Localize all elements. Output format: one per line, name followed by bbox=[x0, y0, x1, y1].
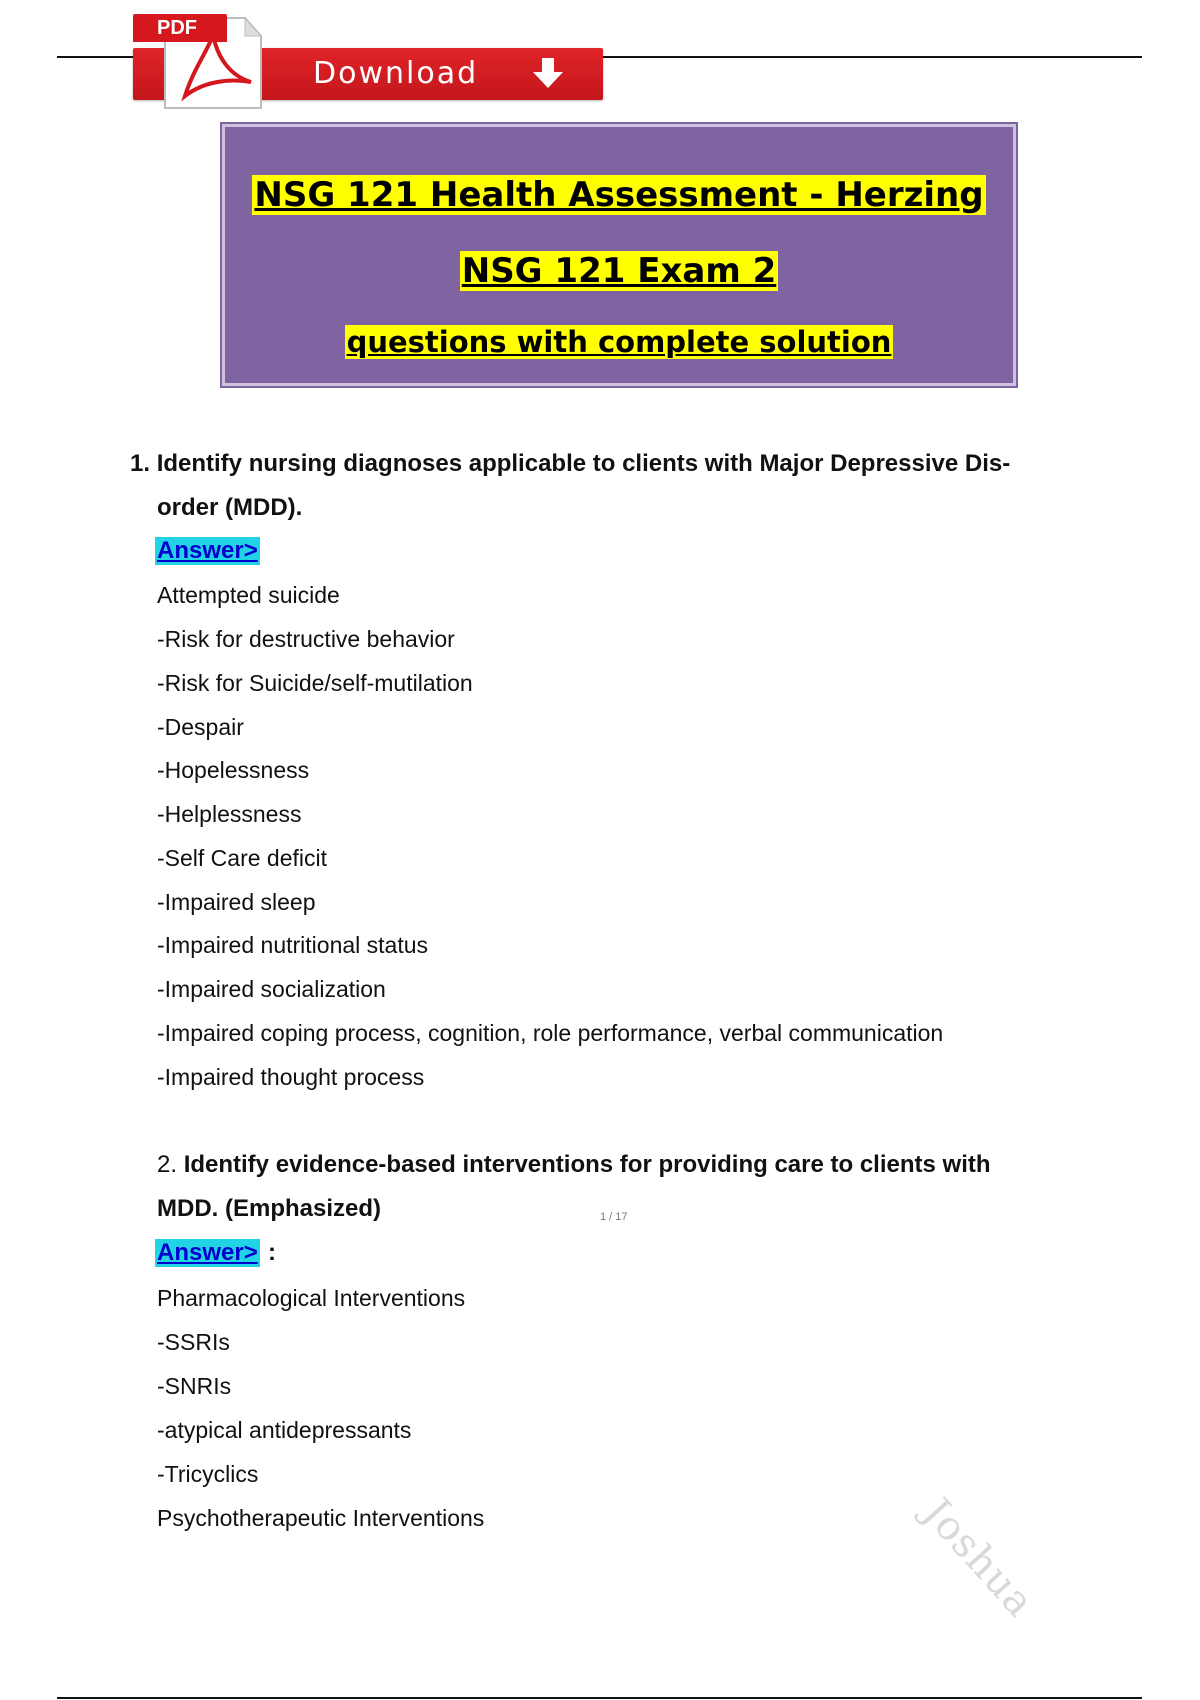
question-2-line-2: MDD. (Emphasized) bbox=[157, 1195, 382, 1222]
answer-2-colon: : bbox=[268, 1239, 276, 1266]
course-title-text: NSG 121 Health Assessment - Herzing bbox=[254, 175, 984, 215]
answer-1-link[interactable]: Answer> bbox=[157, 537, 258, 564]
pdf-file-icon[interactable] bbox=[133, 10, 263, 110]
list-item: -Risk for destructive behavior bbox=[157, 626, 455, 652]
list-item: -Impaired socialization bbox=[157, 976, 386, 1002]
exam-title bbox=[225, 251, 1013, 291]
list-item: Attempted suicide bbox=[157, 582, 340, 608]
answer-2-link[interactable]: Answer> bbox=[157, 1239, 258, 1266]
question-1-line-1 bbox=[130, 450, 1010, 478]
list-item: -Impaired nutritional status bbox=[157, 932, 429, 958]
list-item: -Self Care deficit bbox=[157, 845, 328, 871]
question-2-number: 2. bbox=[157, 1151, 178, 1178]
list-item: -SSRIs bbox=[157, 1329, 230, 1355]
page-indicator: 1 / 17 bbox=[600, 1211, 628, 1223]
question-1-text: Identify nursing diagnoses applicable to clients with Major Depressive Dis- bbox=[156, 450, 1011, 477]
question-2-line-1 bbox=[157, 1151, 991, 1179]
list-item: -atypical antidepressants bbox=[157, 1417, 412, 1443]
download-label: Download bbox=[313, 56, 479, 91]
list-item: -SNRIs bbox=[157, 1373, 232, 1399]
pdf-label: PDF bbox=[133, 14, 227, 42]
question-2-text: Identify evidence-based interventions for providing care to clients with bbox=[183, 1151, 991, 1178]
list-item: Psychotherapeutic Interventions bbox=[157, 1505, 485, 1531]
question-1-line-2: order (MDD). bbox=[157, 494, 303, 521]
list-item: -Impaired thought process bbox=[157, 1064, 425, 1090]
course-title bbox=[225, 175, 1013, 215]
list-item: -Despair bbox=[157, 714, 244, 740]
list-item: -Impaired sleep bbox=[157, 889, 316, 915]
list-item: Pharmacological Interventions bbox=[157, 1285, 466, 1311]
list-item: -Impaired coping process, cognition, role performance, verbal communication bbox=[157, 1020, 944, 1046]
list-item: -Risk for Suicide/self-mutilation bbox=[157, 670, 473, 696]
exam-subtitle bbox=[225, 325, 1013, 359]
list-item: -Tricyclics bbox=[157, 1461, 259, 1487]
exam-title-text: NSG 121 Exam 2 bbox=[461, 251, 777, 291]
watermark: Joshua bbox=[913, 1490, 1044, 1627]
download-arrow-icon bbox=[530, 56, 566, 92]
question-1-number: 1. bbox=[130, 450, 151, 477]
bottom-rule bbox=[57, 1697, 1142, 1699]
list-item: -Hopelessness bbox=[157, 757, 310, 783]
title-box bbox=[222, 124, 1016, 386]
exam-subtitle-text: questions with complete solution bbox=[346, 325, 892, 359]
list-item: -Helplessness bbox=[157, 801, 302, 827]
